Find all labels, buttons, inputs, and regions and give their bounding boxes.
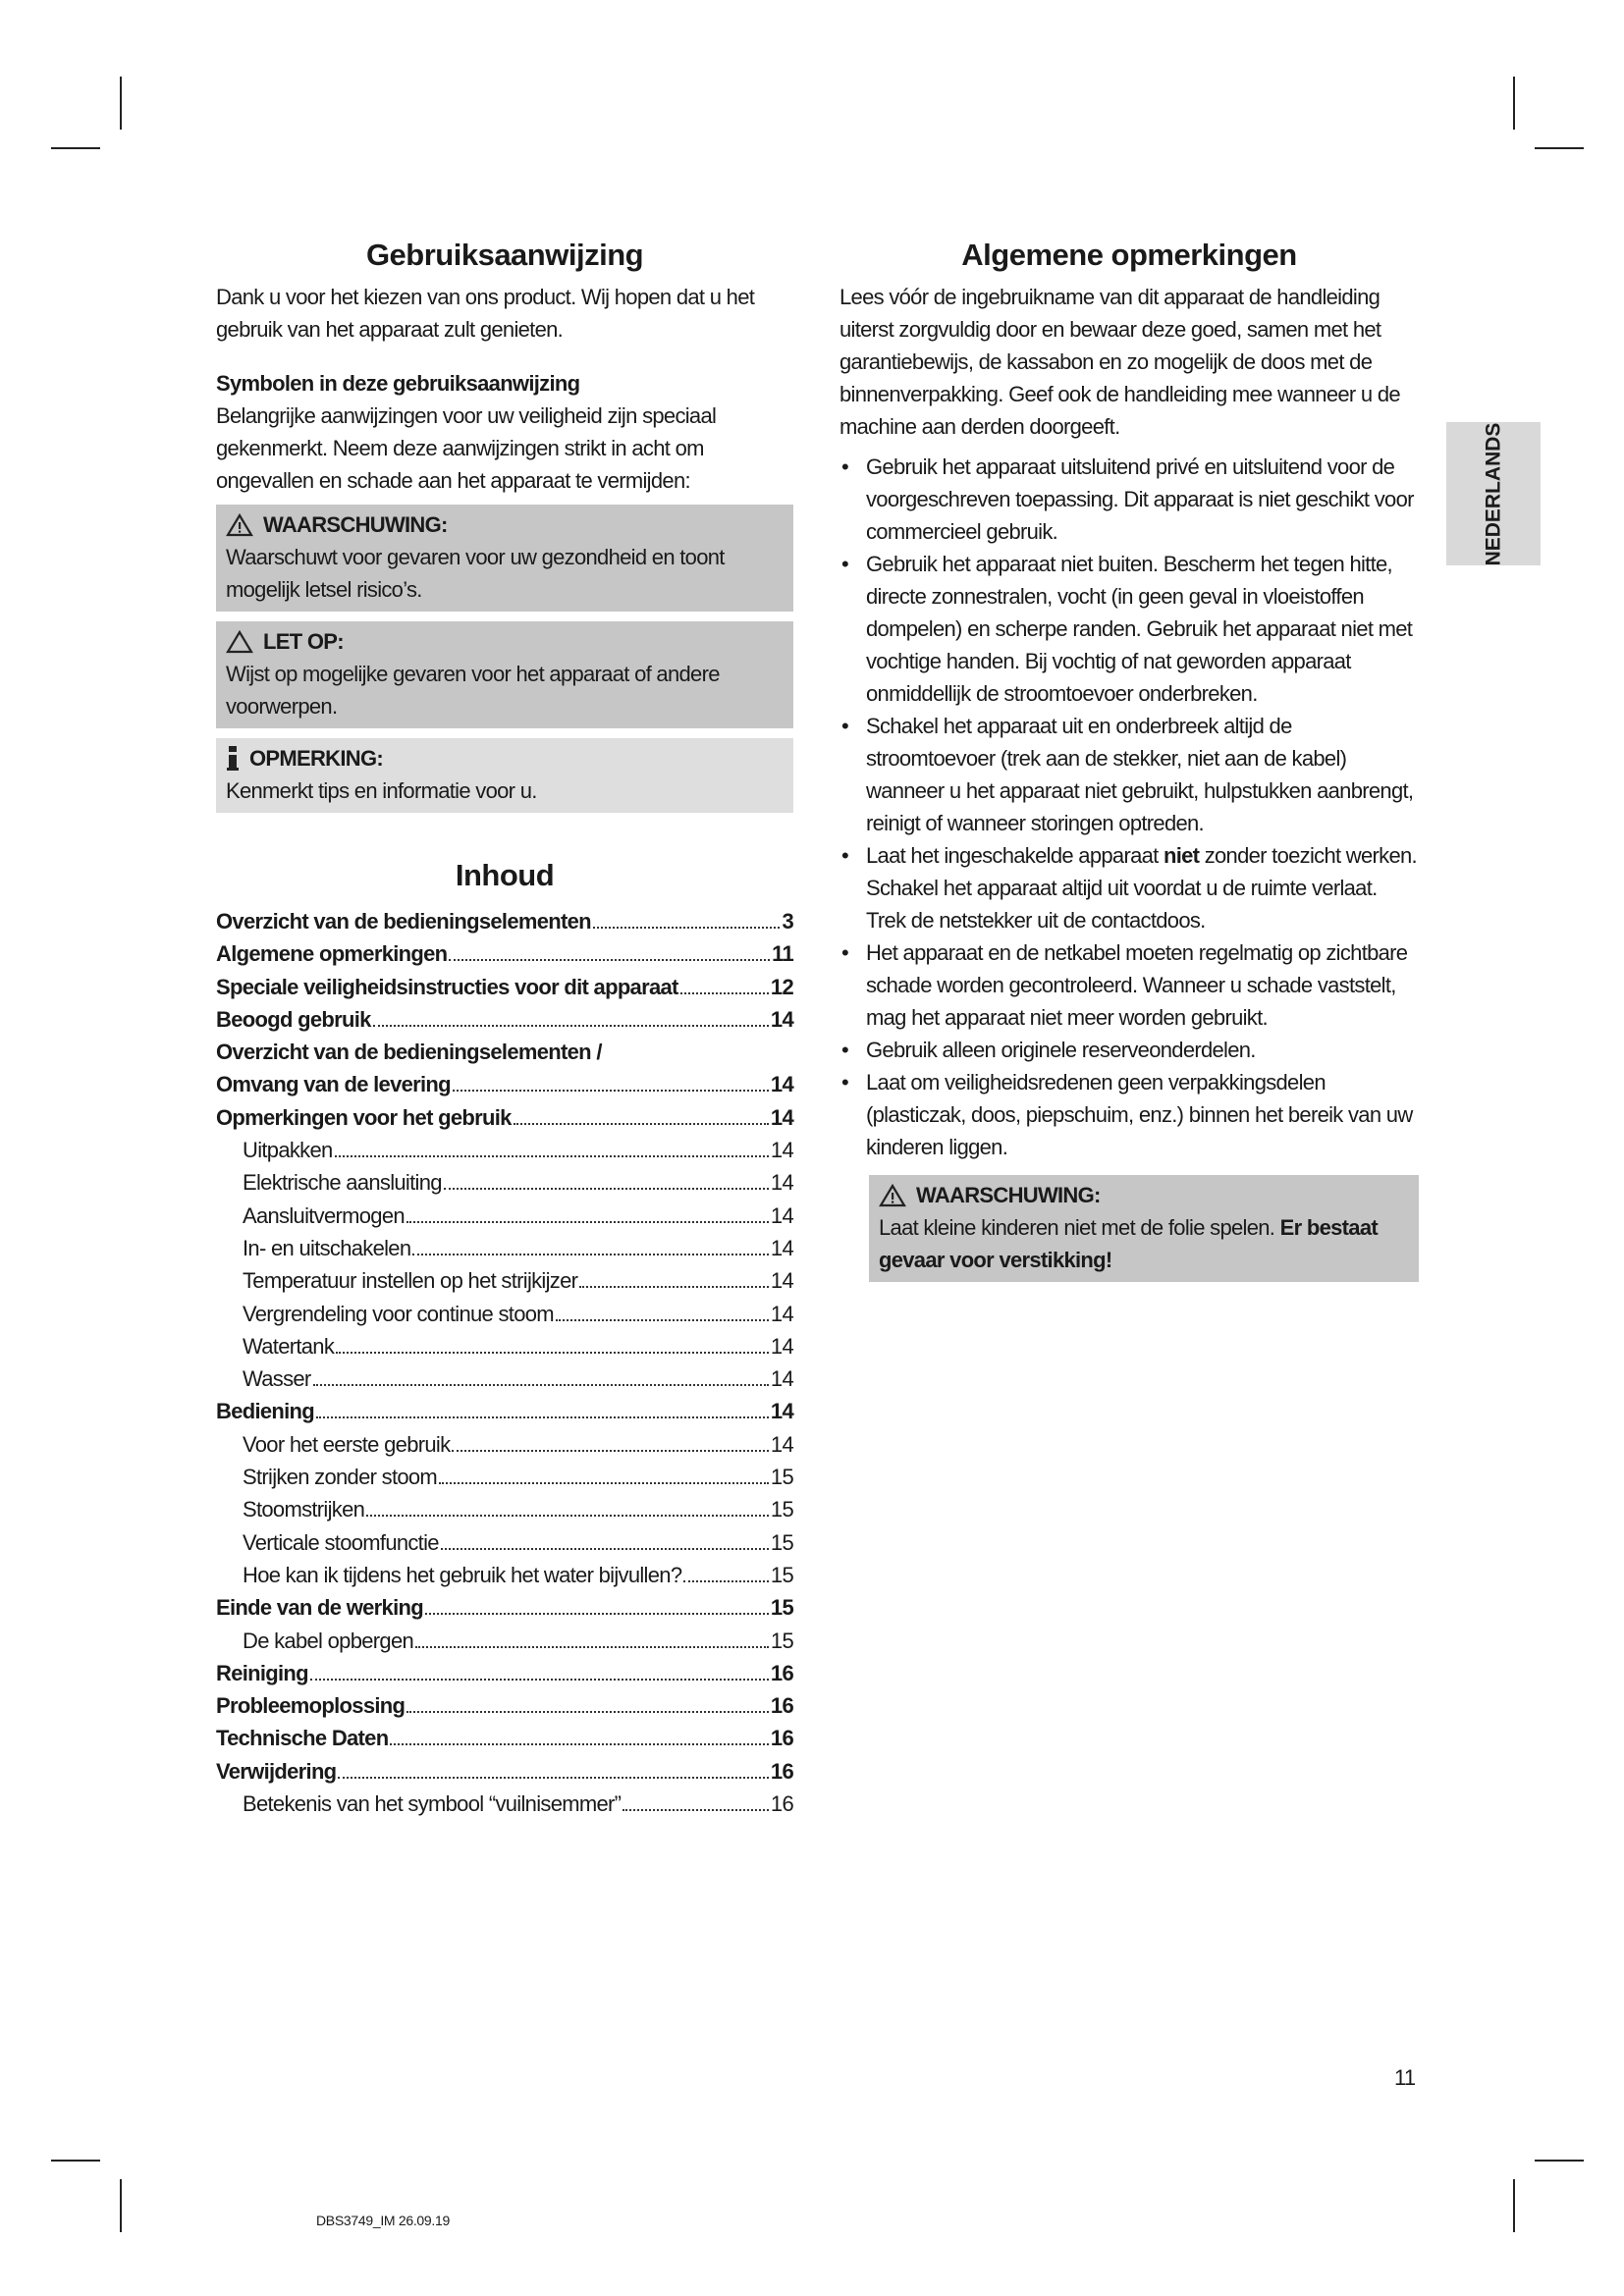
toc-label: Aansluitvermogen xyxy=(243,1202,405,1228)
toc-leader xyxy=(406,1711,769,1713)
general-intro: Lees vóór de ingebruikname van dit apparaat de handleiding uiterst zorgvuldig door en bewaar deze goed, samen met het garantiebewijs, de kassabon en zo mogelijk de doos met de binnenverpakking. Geef ook de handleiding mee wanneer u de machine aan derden doorgeeft. xyxy=(839,285,1400,439)
toc-label: Voor het eerste gebruik xyxy=(243,1431,451,1457)
toc-leader xyxy=(439,1482,769,1484)
warning-text: Waarschuwt voor gevaren voor uw gezondheid en toont mogelijk letsel risico’s. xyxy=(226,545,725,602)
toc-label: Wasser xyxy=(243,1366,311,1392)
toc-leader xyxy=(406,1221,769,1223)
toc-page: 16 xyxy=(770,1693,793,1719)
toc-entry[interactable] xyxy=(216,1232,793,1264)
toc-label: Omvang van de levering xyxy=(216,1072,451,1097)
crop-mark xyxy=(1535,2160,1584,2162)
language-label: NEDERLANDS xyxy=(1482,422,1505,565)
toc-label: Hoe kan ik tijdens het gebruik het water bijvullen? xyxy=(243,1562,682,1587)
toc-label: In- en uitschakelen xyxy=(243,1235,411,1260)
toc-page: 15 xyxy=(770,1497,793,1522)
toc-entry[interactable] xyxy=(216,1264,793,1297)
note-box xyxy=(216,738,793,813)
toc-leader xyxy=(514,1123,769,1125)
toc-page: 11 xyxy=(772,941,793,967)
language-tab xyxy=(1446,422,1541,565)
toc-page: 14 xyxy=(770,1301,793,1326)
toc-page: 15 xyxy=(770,1529,793,1555)
toc-page: 16 xyxy=(770,1726,793,1751)
toc-leader xyxy=(449,959,770,961)
toc-leader xyxy=(683,1580,769,1582)
toc-entry[interactable] xyxy=(216,1134,793,1166)
caution-box xyxy=(216,621,793,728)
toc-leader xyxy=(373,1025,769,1027)
warning-emphasis: Er bestaat gevaar voor verstikking! xyxy=(879,1215,1378,1272)
child-warning-box xyxy=(869,1175,1419,1282)
toc-label: Uitpakken xyxy=(243,1138,333,1163)
list-item: • Het apparaat en de netkabel moeten regelmatig op zichtbare schade worden gecontroleerd. Wanneer u schade vaststelt, mag het apparaat niet meer worden gebruikt. xyxy=(839,936,1419,1034)
warning-title: WAARSCHUWING: xyxy=(916,1183,1101,1207)
footer-code: DBS3749_IM 26.09.19 xyxy=(316,2213,450,2228)
toc-page: 16 xyxy=(770,1791,793,1817)
toc-page: 14 xyxy=(770,1366,793,1392)
toc-leader xyxy=(425,1613,769,1615)
toc-page: 14 xyxy=(770,1202,793,1228)
toc-entry[interactable] xyxy=(216,1362,793,1395)
toc-page: 12 xyxy=(770,974,793,999)
caution-text: Wijst op mogelijke gevaren voor het apparaat of andere voorwerpen. xyxy=(226,662,720,719)
list-item: • Schakel het apparaat uit en onderbreek altijd de stroomtoevoer (trek aan de stekker, niet aan de kabel) wanneer u het apparaat niet gebruikt, hulpstukken aanbrengt, reinigt of wanneer storingen optreden. xyxy=(839,710,1419,839)
crop-mark xyxy=(1513,77,1515,130)
toc-label: Beoogd gebruik xyxy=(216,1006,371,1032)
toc-leader xyxy=(556,1319,769,1321)
toc-page: 14 xyxy=(770,1170,793,1196)
crop-mark xyxy=(51,147,100,149)
right-column xyxy=(839,234,1419,1282)
toc-entry[interactable] xyxy=(216,905,793,937)
toc-leader xyxy=(593,927,781,929)
table-of-contents xyxy=(216,905,793,1820)
toc-entry[interactable] xyxy=(216,1166,793,1199)
toc-entry[interactable] xyxy=(216,1657,793,1689)
toc-entry[interactable] xyxy=(216,1461,793,1493)
crop-mark xyxy=(120,2179,122,2232)
toc-entry[interactable] xyxy=(216,1526,793,1559)
note-title: OPMERKING: xyxy=(249,746,384,771)
toc-entry[interactable] xyxy=(216,1493,793,1525)
list-item: • Laat om veiligheidsredenen geen verpakkingsdelen (plasticzak, doos, piepschuim, enz.) binnen het bereik van uw kinderen liggen. xyxy=(839,1066,1419,1163)
toc-leader xyxy=(336,1352,769,1354)
toc-page: 15 xyxy=(770,1628,793,1653)
toc-entry[interactable] xyxy=(216,1036,793,1068)
warning-box xyxy=(216,505,793,612)
warning-triangle-icon xyxy=(226,513,253,537)
toc-entry[interactable] xyxy=(216,1559,793,1591)
toc-page: 15 xyxy=(770,1465,793,1490)
toc-label: Technische Daten xyxy=(216,1726,389,1751)
toc-entry[interactable] xyxy=(216,1788,793,1820)
symbols-text: Belangrijke aanwijzingen voor uw veiligheid zijn speciaal gekenmerkt. Neem deze aanwijzingen strikt in acht om ongevallen en schade aan het apparaat te vermijden: xyxy=(216,403,717,493)
list-item: • Laat het ingeschakelde apparaat niet zonder toezicht werken. Schakel het apparaat altijd uit voordat u de ruimte verlaat. Trek de netstekker uit de contactdoos. xyxy=(839,839,1419,936)
toc-label: Overzicht van de bedieningselementen xyxy=(216,909,591,934)
toc-label: Verticale stoomfunctie xyxy=(243,1529,439,1555)
symbols-heading: Symbolen in deze gebruiksaanwijzing xyxy=(216,371,580,396)
toc-entry[interactable] xyxy=(216,1722,793,1754)
toc-page: 14 xyxy=(770,1072,793,1097)
toc-leader xyxy=(453,1090,769,1092)
toc-page: 14 xyxy=(770,1235,793,1260)
page-number: 11 xyxy=(1394,2065,1416,2090)
toc-page: 15 xyxy=(770,1595,793,1621)
toc-label: Temperatuur instellen op het strijkijzer xyxy=(243,1268,578,1294)
toc-page: 15 xyxy=(770,1562,793,1587)
toc-leader xyxy=(338,1777,769,1779)
list-item: • Gebruik het apparaat niet buiten. Bescherm het tegen hitte, directe zonnestralen, vocht (in geen geval in vloeistoffen dompelen) en scherpe randen. Gebruik het apparaat niet met vochtige handen. Bij vochtig of nat geworden apparaat onmiddellijk de stroomtoevoer onderbreken. xyxy=(839,548,1419,710)
safety-list xyxy=(839,451,1419,1163)
caution-title: LET OP: xyxy=(263,629,344,654)
toc-page: 14 xyxy=(770,1138,793,1163)
toc-label: Betekenis van het symbool “vuilnisemmer” xyxy=(243,1791,622,1817)
toc-leader xyxy=(335,1155,769,1157)
toc-entry[interactable] xyxy=(216,1689,793,1722)
toc-page: 16 xyxy=(770,1660,793,1685)
toc-entry[interactable] xyxy=(216,1003,793,1036)
crop-mark xyxy=(1535,147,1584,149)
toc-entry[interactable] xyxy=(216,1330,793,1362)
toc-label: Opmerkingen voor het gebruik xyxy=(216,1104,512,1130)
toc-leader xyxy=(680,992,769,994)
intro-text: Dank u voor het kiezen van ons product. Wij hopen dat u het gebruik van het apparaat zult genieten. xyxy=(216,285,755,342)
crop-mark xyxy=(1513,2179,1515,2232)
toc-label: Vergrendeling voor continue stoom xyxy=(243,1301,554,1326)
toc-label: Algemene opmerkingen xyxy=(216,941,448,967)
toc-page: 14 xyxy=(770,1006,793,1032)
manual-title: Gebruiksaanwijzing xyxy=(365,238,644,272)
toc-leader xyxy=(441,1548,769,1550)
warning-title: WAARSCHUWING: xyxy=(263,512,448,537)
toc-label: Elektrische aansluiting xyxy=(243,1170,442,1196)
toc-title: Inhoud xyxy=(455,858,555,892)
warning-text: Laat kleine kinderen niet met de folie spelen. Er bestaat gevaar voor verstikking! xyxy=(879,1215,1378,1272)
toc-entry[interactable] xyxy=(216,1298,793,1330)
toc-leader xyxy=(390,1743,768,1745)
toc-entry[interactable] xyxy=(216,1068,793,1100)
toc-label: Bediening xyxy=(216,1399,315,1424)
left-column xyxy=(216,234,793,1820)
toc-label: Verwijdering xyxy=(216,1758,337,1784)
toc-label: Overzicht van de bedieningselementen / xyxy=(216,1040,602,1065)
crop-mark xyxy=(51,2160,100,2162)
note-text: Kenmerkt tips en informatie voor u. xyxy=(226,778,537,803)
toc-page: 14 xyxy=(770,1333,793,1359)
caution-triangle-icon xyxy=(226,630,253,654)
toc-entry[interactable] xyxy=(216,937,793,970)
toc-leader xyxy=(579,1286,769,1288)
info-icon xyxy=(226,746,240,772)
toc-entry[interactable] xyxy=(216,1591,793,1624)
toc-leader xyxy=(415,1646,769,1648)
section-title: Algemene opmerkingen xyxy=(961,238,1297,272)
toc-entry[interactable] xyxy=(216,1200,793,1232)
toc-entry[interactable] xyxy=(216,1428,793,1461)
toc-label: Einde van de werking xyxy=(216,1595,423,1621)
toc-leader xyxy=(313,1384,769,1386)
toc-leader xyxy=(444,1188,769,1190)
toc-page: 3 xyxy=(782,909,793,934)
toc-label: Probleemoplossing xyxy=(216,1693,406,1719)
toc-leader xyxy=(316,1416,769,1418)
warning-triangle-icon xyxy=(879,1184,906,1207)
toc-label: Speciale veiligheidsinstructies voor dit apparaat xyxy=(216,974,678,999)
toc-entry[interactable] xyxy=(216,1101,793,1134)
toc-entry[interactable] xyxy=(216,1395,793,1427)
toc-page: 14 xyxy=(770,1431,793,1457)
list-item: • Gebruik alleen originele reserveonderdelen. xyxy=(839,1034,1419,1066)
toc-label: Stoomstrijken xyxy=(243,1497,365,1522)
toc-label: Reiniging xyxy=(216,1660,308,1685)
toc-page: 14 xyxy=(770,1268,793,1294)
toc-label: Watertank xyxy=(243,1333,335,1359)
crop-mark xyxy=(120,77,122,130)
list-item: • Gebruik het apparaat uitsluitend privé en uitsluitend voor de voorgeschreven toepassing. Dit apparaat is niet geschikt voor commercieel gebruik. xyxy=(839,451,1419,548)
toc-page: 16 xyxy=(770,1758,793,1784)
toc-page: 14 xyxy=(770,1399,793,1424)
toc-entry[interactable] xyxy=(216,1625,793,1657)
toc-leader xyxy=(412,1254,769,1255)
toc-label: De kabel opbergen xyxy=(243,1628,414,1653)
toc-leader xyxy=(623,1809,769,1811)
toc-entry[interactable] xyxy=(216,1755,793,1788)
toc-entry[interactable] xyxy=(216,971,793,1003)
toc-leader xyxy=(310,1679,769,1681)
toc-label: Strijken zonder stoom xyxy=(243,1465,438,1490)
toc-leader xyxy=(452,1450,769,1452)
toc-page: 14 xyxy=(770,1104,793,1130)
toc-leader xyxy=(366,1515,769,1517)
